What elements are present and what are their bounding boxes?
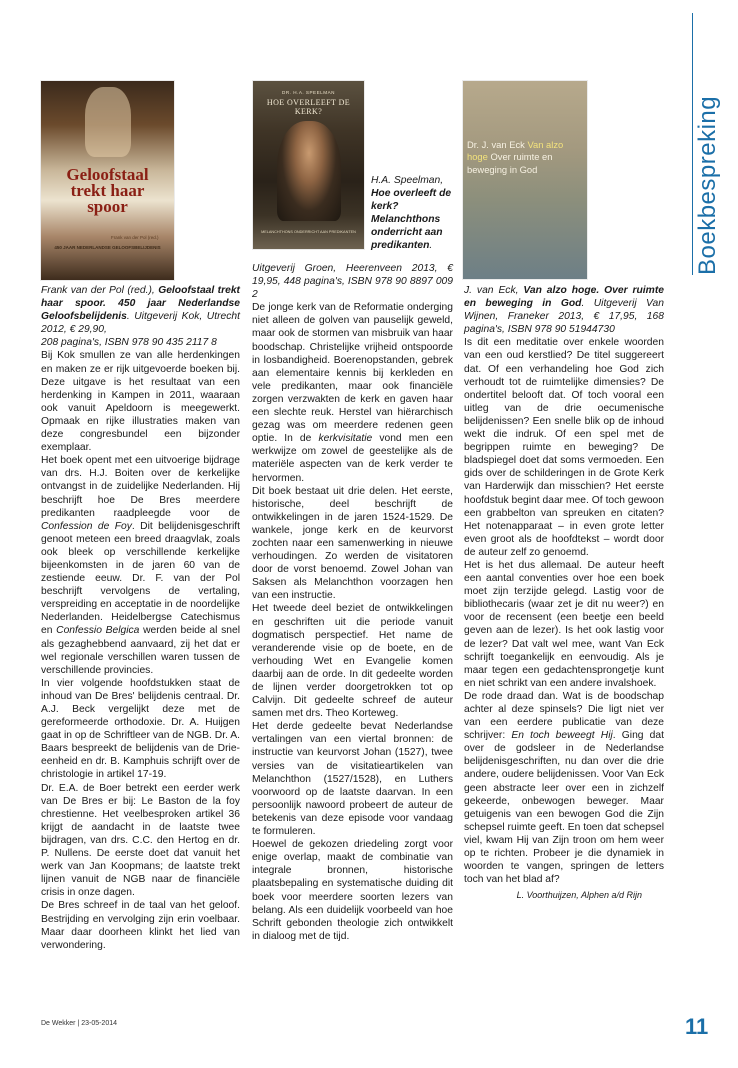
- review3-column: [464, 284, 664, 902]
- section-label: Boekbespreking: [694, 95, 721, 275]
- section-rule: [692, 13, 693, 275]
- biblio-author: Frank van der Pol (red.),: [41, 285, 159, 296]
- cover-title: Geloofstaal trekt haar spoor: [66, 165, 149, 216]
- reviewer-signature: L. Voorthuijzen, Alphen a/d Rijn: [516, 890, 642, 901]
- text-run: . Dit belijdenisgeschrift genoot meteen een breed draagvlak, zoals ook bleek op verschillende kerkelijke bijeenkomsten in de jaren 60 van de zestiende eeuw. Dr. F. van der Pol beschrijft vervolgens de vertaling, verspreiding en acceptatie in de noordelijke Nederlanden. Heidelbergse Catechismus en: [41, 520, 240, 637]
- italic-run: Confession de Foy: [41, 520, 132, 532]
- italic-run: En toch beweegt Hij: [511, 730, 613, 742]
- review1-column: [41, 284, 240, 952]
- biblio-rest: . Uitgeverij Van Wijnen, Franeker 2013, € 17,95, 168 pagina's, ISBN 978 90 51944730: [464, 298, 664, 336]
- cover-title-highlight: Van alzo hoge: [467, 139, 564, 163]
- review2-paragraph: [252, 301, 453, 484]
- review1-paragraph: In vier volgende hoofdstukken staat de inhoud van De Bres' belijdenis centraal. Dr. A.J. Beck vergelijkt deze met de gereformeerde orthodoxie. Dr. A. Huijgen gaat in op de Schriftleer van de NGB. Dr. A. Baars bespreekt de belijdenis van de Drie-eenheid en dr. B. Kamphuis schrijft over de christologie in artikel 17-19.: [41, 677, 240, 781]
- biblio-author: J. van Eck,: [464, 285, 524, 296]
- review2-paragraph: Dit boek bestaat uit drie delen. Het eerste, historische, deel beschrijft de ontwikkelingen in de jaren 1524-1529. De wankele, jonge kerk en de keurvorst zochten naar een samenwerking in nieuwe verhoudingen. Zo werden de visitatoren door de vorst benoemd. Zowel Johan van Saksen als Melanchthon voorzagen hen van een instructie.: [252, 485, 453, 602]
- review2-biblio: Uitgeverij Groen, Heerenveen 2013, € 19,95, 448 pagina's, ISBN 978 90 8897 009 2: [252, 263, 453, 301]
- biblio-isbn: 208 pagina's, ISBN 978 90 435 2117 8: [41, 337, 217, 349]
- caption-title: Hoe overleeft de kerk? Melanchthons onderricht aan predikanten: [371, 188, 452, 252]
- cover-figure: [85, 87, 131, 157]
- page-number: 11: [685, 1014, 709, 1039]
- book-cover-van-alzo-hoge: [463, 81, 587, 279]
- review2-paragraph: Hoewel de gekozen driedeling zorgt voor enige overlap, maakt de combinatie van integrale bronnen, historische plaatsbepaling en systematische duiding dit boek voor meerdere soorten lezers van belang. Als een duidelijk voorbeeld van hoe Schrift gebonden theologie zich ontwikkelt in dialoog met de tijd.: [252, 839, 453, 942]
- book-cover-geloofstaal: [41, 81, 174, 280]
- review2-paragraph: Het tweede deel beziet de ontwikkelingen en geschriften uit die periode vanuit dogmatisch perspectief. Het name de veranderende visie op de boete, en de verhouding Wet en Evangelie komen daarbij aan de orde. In dit gedeelte worden de lijnen verder doorgetrokken tot op Calvijn. Dit gedeelte schreef de auteur samen met drs. Theo Korteweg.: [252, 603, 453, 720]
- biblio-title: Van alzo hoge. Over ruimte en beweging in God: [464, 285, 664, 310]
- review3-biblio: [464, 284, 664, 336]
- cover-author: Frank van der Pol (red.): [111, 235, 159, 240]
- text-run: De jonge kerk van de Reformatie onderging niet alleen de golven van pauselijk geweld, maar ook de stormen van misbruik van haar boodschap. Christelijke vrijheid ontspoorde in losbandigheid. Boerenopstanden, gebrek aan elementaire kennis bij kerkleden en vele predikanten, maar ook financiële zorgen verzwakten de kerk en gaven haar een slechte reuk. Herstel van hiërarchisch gezag was om meerdere redenen geen optie. In de: [252, 302, 453, 445]
- cover-title: [467, 139, 585, 176]
- review3-paragraph: [464, 690, 664, 886]
- review1-paragraph: [41, 454, 240, 677]
- text-run: werden beide al snel als gezaghebbend aanvaard, zij het dat er wel regionale verschillen waren tussen de verschillende provincies.: [41, 625, 240, 676]
- review3-paragraph: Het is het dus allemaal. De auteur heeft een aantal conventies over hoe een boek moet zijn terzijde gelegd. Lastig voor de bibliothecaris (waar zet je dit nu weer?) en voor de recensent (een beetje een beeld geven aan de lezer). Is het ook lastig voor de lezer? Dat valt wel mee, want Van Eck schrijft toegankelijk en eenvoudig. Als je maar tegen een gedachtensprongetje kunt en niet schrikt van een andere invalshoek.: [464, 559, 664, 689]
- review1-biblio: [41, 284, 240, 349]
- cover-portrait: [277, 121, 341, 221]
- text-run: . Ging dat over de godsleer in de Nederlandse belijdenisgeschriften, nu dan over die drie andere, oudere belijdenissen. Voor Van Eck geen abstracte leer over een in zichzelf gekeerde, onbewogen beweger. Maar getuigenis van een bewogen God die Zijn schepsel ruimte geeft. En toen dat schepsel viel, kwam Hij van Zijn troon om hem weer op te richten. Probeer je die dynamiek in woorden te vangen, springen de letters toch van het blad af?: [464, 730, 664, 886]
- text-run: Het boek opent met een uitvoerige bijdrage van drs. H.J. Boiten over de kerkelijke ontvangst in de zuidelijke Nederlanden. Hij beschrijft hoe De Bres meerdere predikanten raadpleegde voor de: [41, 455, 240, 519]
- italic-run: kerkvisitatie: [318, 433, 373, 445]
- cover-author: DR. H.A. SPEELMAN: [282, 90, 335, 95]
- cover-subtitle: 450 JAAR NEDERLANDSE GELOOFSBELIJDENIS: [54, 245, 161, 250]
- biblio-title: Geloofstaal trekt haar spoor. 450 jaar Nederlandse Geloofsbelijdenis: [41, 285, 240, 323]
- text-run: De rode draad dan. Wat is de boodschap achter al deze spinsels? Die ligt niet ver van een eerdere publicatie van deze schrijver:: [464, 690, 664, 742]
- book-cover-hoe-overleeft: [253, 81, 364, 249]
- review2-column: [252, 262, 453, 943]
- italic-run: Confessio Belgica: [56, 625, 140, 637]
- footer-publication: De Wekker | 23-05-2014: [41, 1020, 118, 1027]
- cover-subtitle: MELANCHTHONS ONDERRICHT AAN PREDIKANTEN: [261, 230, 356, 234]
- cover-author: Dr. J. van Eck: [467, 139, 525, 150]
- review1-paragraph: Bij Kok smullen ze van alle herdenkingen en maken ze er rijk uitgevoerde boeken bij. Deze uitgave is het resultaat van een herdenking in Kampen in 2011, waaraan ook vanuit Apeldoorn is meegewerkt. Opmaak en rijke illustraties maken van deze congresbundel een bijzonder exemplaar.: [41, 350, 240, 454]
- biblio-rest: . Uitgeverij Kok, Utrecht 2012, € 29,90,: [41, 311, 240, 336]
- review2-caption: [371, 174, 455, 253]
- caption-author: H.A. Speelman,: [371, 175, 444, 186]
- review1-paragraph: De Bres schreef in de taal van het geloof. Bestrijding en vervolging zijn erin voelbaar. Maar daar doorheen klinkt het lied van verwondering.: [41, 900, 240, 951]
- cover-title-rest: Over ruimte en beweging in God: [467, 151, 553, 175]
- cover-title: HOE OVERLEEFT DE KERK?: [266, 98, 351, 116]
- review2-paragraph: Het derde gedeelte bevat Nederlandse vertalingen van een viertal bronnen: de instructie van keurvorst Johan (1527), twee versies van de visitatieartikelen van Melanchthon (1527/1528), en Luthers voorwoord op de laatste daarvan. In een persoonlijk nawoord probeert de auteur de betekenis van deze episode voor vandaag te formuleren.: [252, 721, 453, 838]
- text-run: vond men een werkwijze om zowel de geestelijke als de materiële aspecten van de kerk verder te hervormen.: [252, 433, 454, 484]
- review1-paragraph: Dr. E.A. de Boer betrekt een eerder werk van De Bres er bij: Le Baston de la foy chrestienne. Het veelbesproken artikel 36 krijgt de aandacht in de laatste twee bijdragen, van drs. C.C. den Hertog en dr. P. Nullens. De eerste doet dat vanuit het werk van Jan Koopmans; de laatste trekt lijnen vanuit de NGB naar de financiële crisis in onze dagen.: [41, 782, 240, 899]
- caption-end: .: [429, 240, 433, 252]
- review3-paragraph: Is dit een meditatie over enkele woorden van een oud kerstlied? De titel suggereert dat. Of een verhandeling hoe God zich verhoudt tot de ruimtelijke dimensies? De ondertitel belooft dat. Of toch vooral een uitleg van de drie oecumenische belijdenissen? Een snelle blik op de inhoud wekt die indruk. Of een spel met de begrippen ruimte en beweging? De bladspiegel doet dat soms vermoeden. Een gids over de schilderingen in de Grote Kerk van Harderwijk dan misschien? Het eerste hoofdstuk begint daar mee. Of toch gewoon een grabbelton van spreuken en citaten? Het notenapparaat – in even grote letter even groot als de hoofdtekst – wordt door de auteur zelf zo genoemd.: [464, 337, 664, 558]
